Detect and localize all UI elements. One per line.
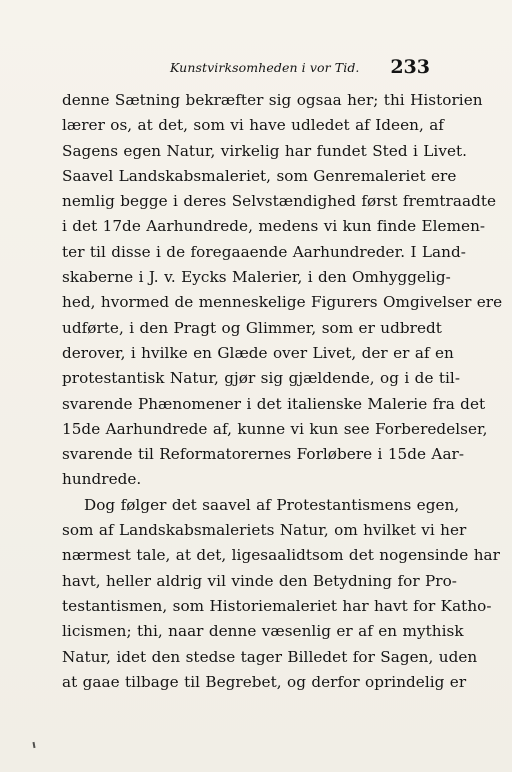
text-line: skaberne i J. v. Eycks Malerier, i den Omhyggelig- [62,268,451,287]
text-line: lærer os, at det, som vi have udledet af Ideen, af [62,116,444,135]
paragraph-2 [62,493,500,695]
text-line: nærmest tale, at det, ligesaalidtsom det nogensinde har [62,546,500,565]
text-line: 15de Aarhundrede af, kunne vi kun see Forberedelser, [62,419,488,438]
text-line: testantismen, som Historiemaleriet har havt for Katho- [62,596,492,615]
text-line: hundrede. [62,470,142,489]
text-line: protestantisk Natur, gjør sig gjældende, og i de til- [62,369,461,388]
body-text [62,88,503,695]
text-line: Saavel Landskabsmaleriet, som Genremaleriet ere [62,166,457,185]
text-line: Sagens egen Natur, virkelig har fundet Sted i Livet. [62,141,468,160]
text-line: at gaae tilbage til Begrebet, og derfor oprindelig er [62,672,467,691]
text-line: licismen; thi, naar denne væsenlig er af en mythisk [62,622,464,641]
text-line: Natur, idet den stedse tager Billedet for Sagen, uden [62,647,478,666]
text-line: som af Landskabsmaleriets Natur, om hvilket vi her [62,521,467,540]
text-line: svarende til Reformatorernes Forløbere i 15de Aar- [62,445,465,464]
text-line: i det 17de Aarhundrede, medens vi kun finde Elemen- [62,217,486,236]
text-line: udførte, i den Pragt og Glimmer, som er udbredt [62,318,442,337]
text-line: derover, i hvilke en Glæde over Livet, der er af en [62,343,454,362]
text-line: ter til disse i de foregaaende Aarhundreder. I Land- [62,242,466,261]
text-line: hed, hvormed de menneskelige Figurers Omgivelser ere [62,293,503,312]
paragraph-1 [62,88,503,493]
page-number: 233 [390,56,430,78]
text-line: denne Sætning bekræfter sig ogsaa her; thi Historien [62,91,483,109]
running-head: Kunstvirksomheden i vor Tid. [170,60,360,75]
ink-speck [32,742,35,748]
text-line: svarende Phænomener i det italienske Malerie fra det [62,394,486,413]
page-header [60,56,430,80]
text-line: nemlig begge i deres Selvstændighed først fremtraadte [62,192,497,211]
text-line: Dog følger det saavel af Protestantismens egen, [84,495,460,514]
text-line: havt, heller aldrig vil vinde den Betydning for Pro- [62,571,457,590]
